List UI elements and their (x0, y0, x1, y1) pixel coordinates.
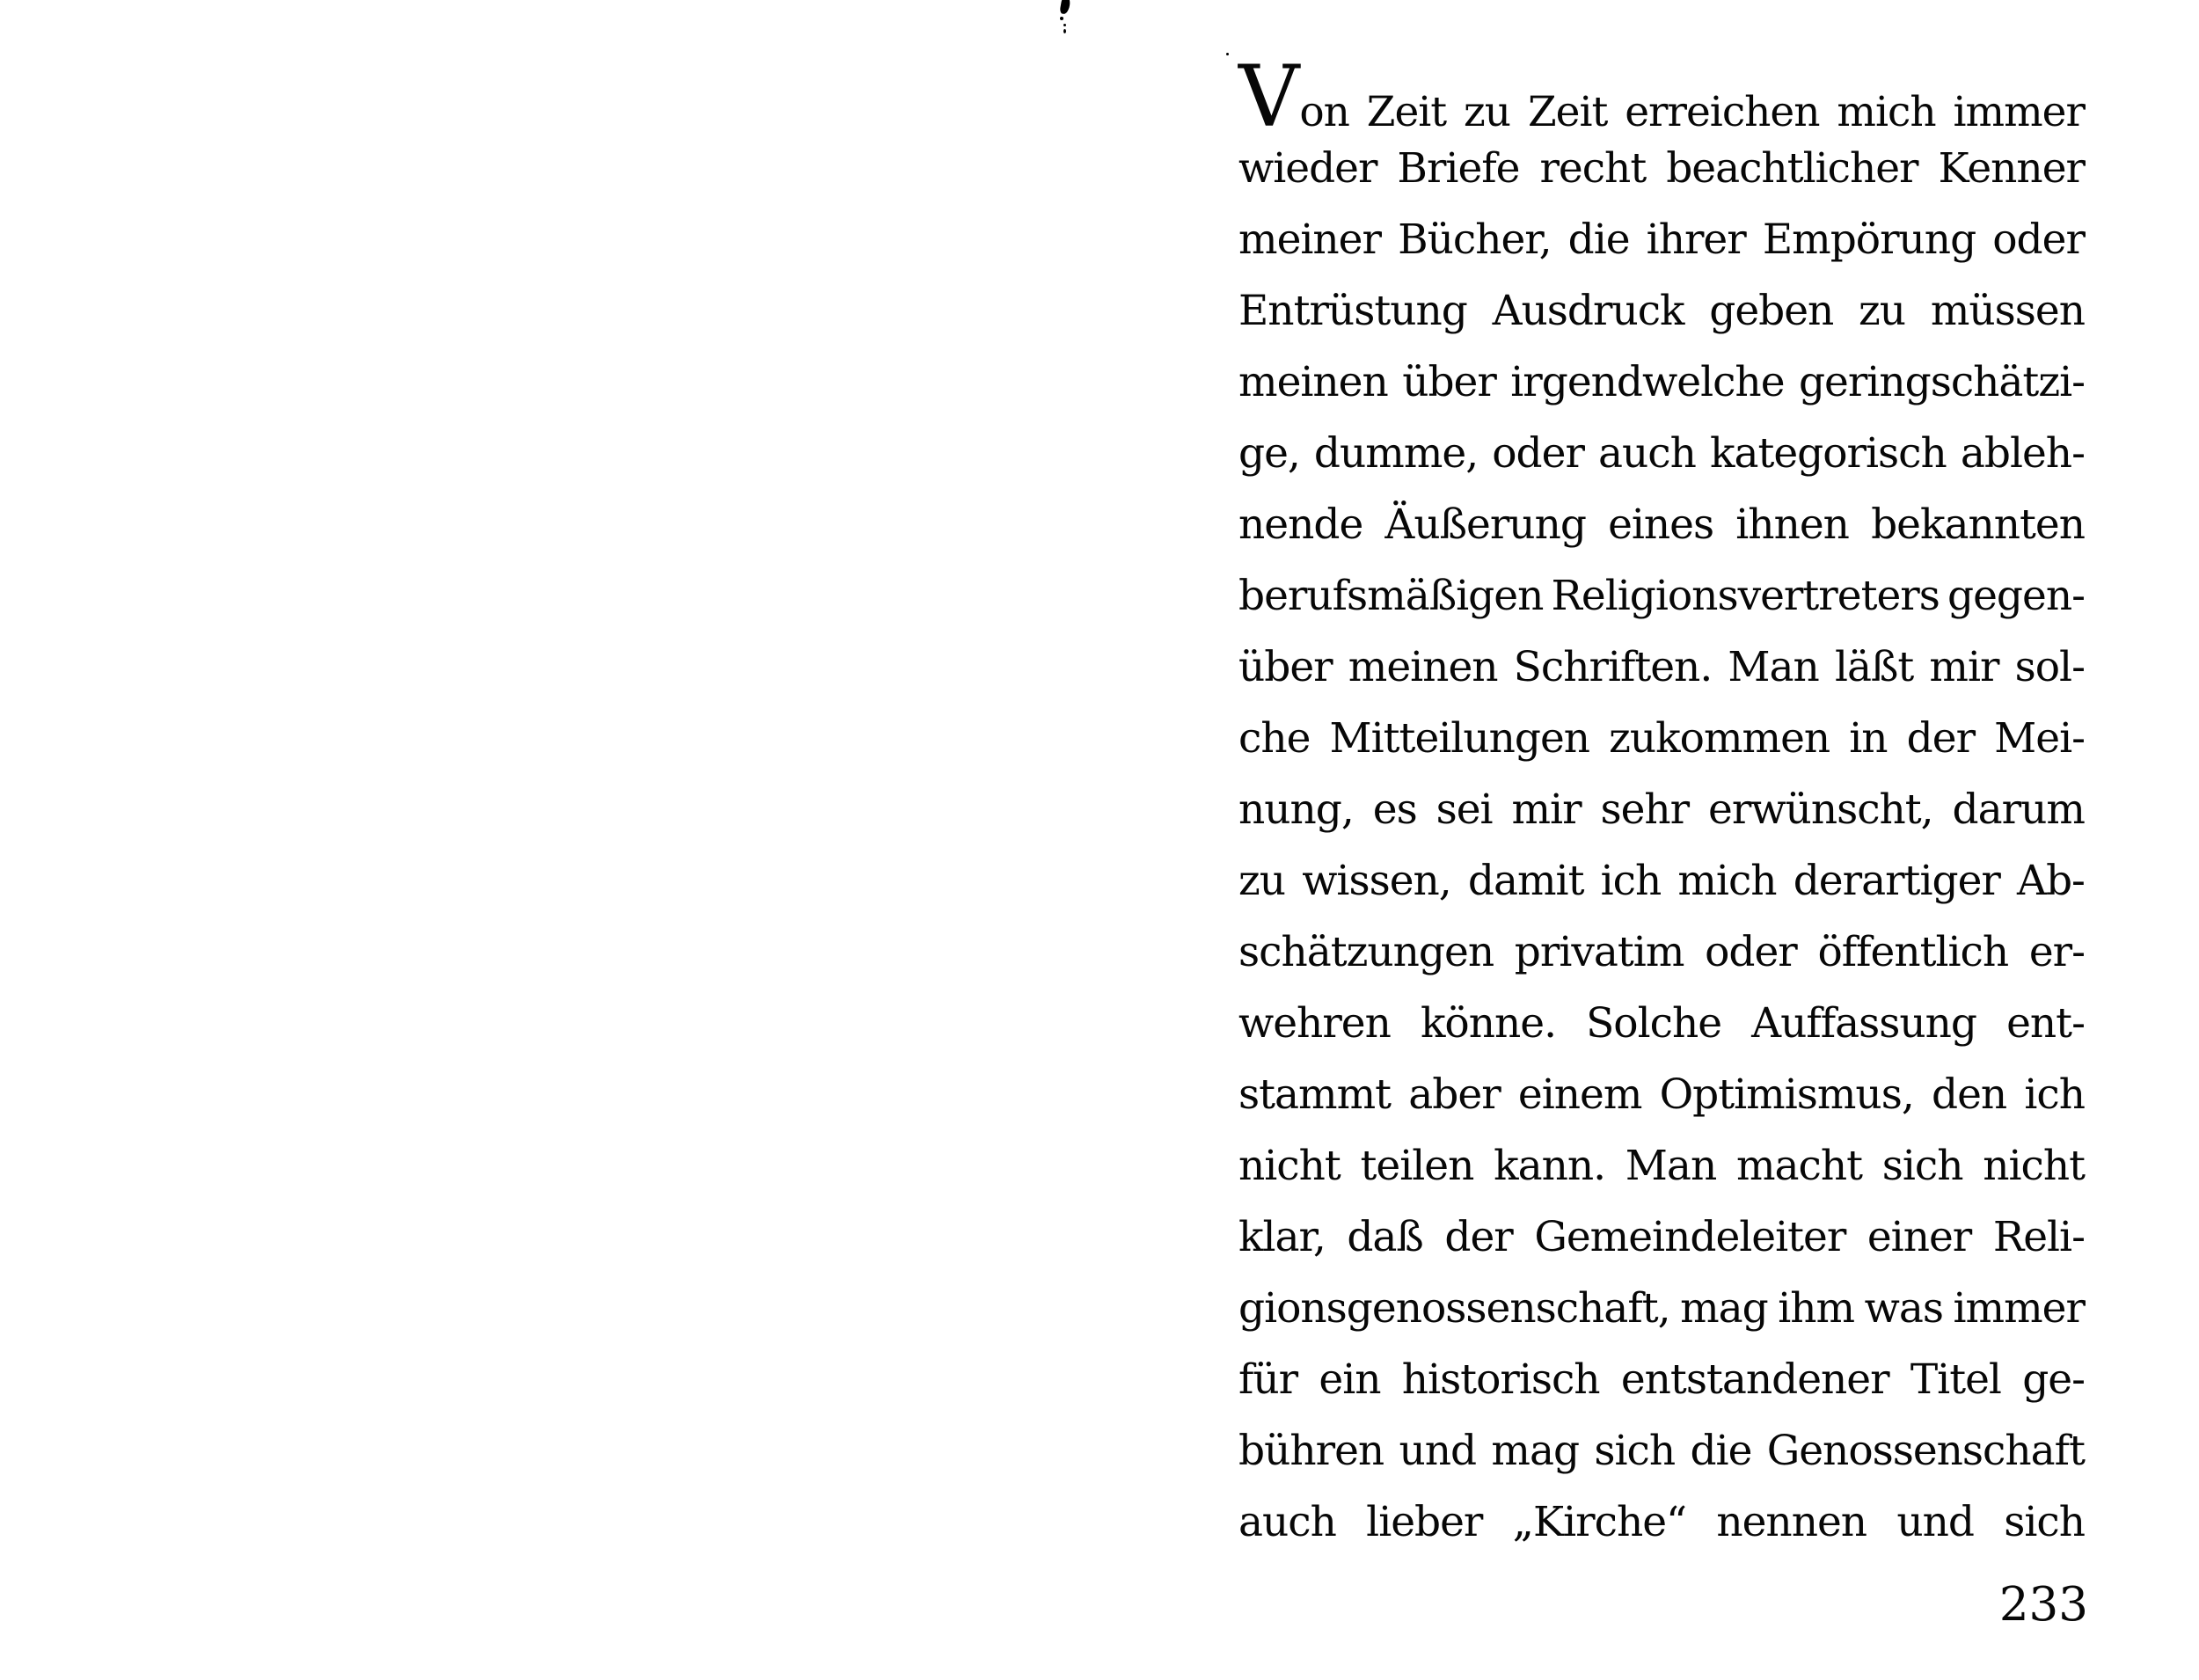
word: Mei- (1994, 714, 2085, 763)
word: Gemeindeleiter (1534, 1213, 1846, 1261)
word: Empörung (1762, 215, 1976, 264)
word: derartiger (1793, 857, 2000, 905)
word: die (1690, 1427, 1752, 1475)
word: bühren (1238, 1427, 1384, 1475)
word: Ausdruck (1492, 287, 1684, 335)
word: sich (1594, 1427, 1676, 1475)
word: Briefe (1397, 144, 1520, 193)
text-line (1238, 1202, 2085, 1273)
word: immer (1953, 1284, 2085, 1333)
text-line (1238, 632, 2085, 703)
word: Ab- (2017, 857, 2085, 905)
word: Titel (1910, 1355, 2001, 1404)
word: ge- (2022, 1355, 2085, 1404)
word: macht (1735, 1142, 1863, 1190)
word: einem (1517, 1070, 1642, 1119)
word: bekannten (1871, 500, 2085, 549)
word: Man (1728, 643, 1819, 691)
word: darum (1952, 785, 2085, 834)
text-line (1238, 275, 2085, 347)
text-line (1238, 204, 2085, 275)
text-line (1238, 47, 2085, 146)
ink-speck (1063, 29, 1066, 33)
word: er- (2028, 928, 2085, 976)
ink-speck (1059, 0, 1070, 15)
word: geben (1709, 287, 1834, 335)
word: Zeit (1366, 88, 1447, 136)
word: auch (1598, 429, 1696, 478)
word: in (1849, 714, 1888, 763)
word: könne. (1420, 999, 1557, 1048)
word: kann. (1494, 1142, 1606, 1190)
word: zukommen (1609, 714, 1830, 763)
word: wieder (1238, 144, 1377, 193)
word: für (1238, 1355, 1298, 1404)
word: oder (1992, 215, 2085, 264)
word: nennen (1716, 1498, 1867, 1546)
word: ihnen (1735, 500, 1849, 549)
word: gionsgenossenschaft, (1238, 1284, 1670, 1333)
text-line (1238, 845, 2085, 917)
word: sich (2004, 1498, 2085, 1546)
word: Genossenschaft (1766, 1427, 2085, 1475)
text-line (1238, 988, 2085, 1059)
word: Optimismus, (1659, 1070, 1914, 1119)
word: ihm (1778, 1284, 1855, 1333)
word: sei (1436, 785, 1493, 834)
word: sich (1881, 1142, 1963, 1190)
word: Mitteilungen (1329, 714, 1590, 763)
ink-speck (1226, 53, 1229, 55)
text-line (1238, 1344, 2085, 1415)
text-line (1238, 347, 2085, 418)
word: nende (1238, 500, 1363, 549)
text-line (1238, 418, 2085, 489)
word: Solche (1586, 999, 1722, 1048)
word: che (1238, 714, 1311, 763)
word: nung, (1238, 785, 1354, 834)
word: ein (1319, 1355, 1381, 1404)
word: die (1567, 215, 1630, 264)
word: Reli- (1992, 1213, 2085, 1261)
text-line (1238, 917, 2085, 988)
word: ich (2024, 1070, 2085, 1119)
word: mich (1677, 857, 1777, 905)
text-line (1238, 703, 2085, 774)
page-number: 233 (1998, 1578, 2088, 1632)
word: mir (1929, 643, 1999, 691)
word: Kenner (1938, 144, 2085, 193)
word: ableh- (1960, 429, 2085, 478)
word: damit (1467, 857, 1584, 905)
word: mir (1511, 785, 1582, 834)
word: dumme, (1313, 429, 1479, 478)
word: daß (1347, 1213, 1423, 1261)
word: sehr (1600, 785, 1690, 834)
word: aber (1408, 1070, 1501, 1119)
word: über (1402, 358, 1496, 406)
word: den (1931, 1070, 2007, 1119)
word: geringschätzi- (1798, 358, 2085, 406)
word: Religionsvertreters (1551, 572, 1940, 620)
word: mag (1491, 1427, 1580, 1475)
word: zu (1238, 857, 1286, 905)
word: sol- (2014, 643, 2085, 691)
text-column (1238, 47, 2085, 1558)
text-line (1238, 1130, 2085, 1202)
word: schätzungen (1238, 928, 1494, 976)
word: einer (1867, 1213, 1972, 1261)
word: kategorisch (1709, 429, 1947, 478)
word: teilen (1360, 1142, 1474, 1190)
word: ich (1600, 857, 1662, 905)
word: recht (1539, 144, 1647, 193)
text-line (1238, 1415, 2085, 1486)
word: ihrer (1646, 215, 1746, 264)
ink-speck (1063, 24, 1066, 26)
word: zu (1859, 287, 1906, 335)
word: müssen (1930, 287, 2085, 335)
word: ge, (1238, 429, 1300, 478)
word: Auffassung (1751, 999, 1977, 1048)
word: wehren (1238, 999, 1391, 1048)
word: auch (1238, 1498, 1336, 1546)
word: zu (1464, 88, 1511, 136)
word: meinen (1238, 358, 1388, 406)
word: Schriften. (1513, 643, 1713, 691)
word: oder (1492, 429, 1584, 478)
word: historisch (1401, 1355, 1600, 1404)
first-word-with-initial: Von (1238, 47, 1349, 146)
word: was (1864, 1284, 1943, 1333)
word: Bücher, (1398, 215, 1552, 264)
word: eines (1608, 500, 1714, 549)
word: klar, (1238, 1213, 1326, 1261)
word: der (1906, 714, 1976, 763)
text-line (1238, 560, 2085, 632)
word: und (1896, 1498, 1974, 1546)
word: oder (1705, 928, 1797, 976)
drop-cap-initial: V (1238, 47, 1300, 146)
word: mich (1837, 88, 1936, 136)
word: berufsmäßigen (1238, 572, 1544, 620)
word: lieber (1366, 1498, 1483, 1546)
word: Äußerung (1384, 500, 1586, 549)
word: öffentlich (1817, 928, 2009, 976)
text-line (1238, 1273, 2085, 1344)
word: immer (1953, 88, 2085, 136)
ink-speck (1060, 17, 1063, 20)
text-line (1238, 774, 2085, 845)
text-line (1238, 1059, 2085, 1130)
word: über (1238, 643, 1333, 691)
word: es (1372, 785, 1417, 834)
word: und (1399, 1427, 1477, 1475)
word: meiner (1238, 215, 1381, 264)
word: mag (1680, 1284, 1768, 1333)
word: erwünscht, (1708, 785, 1933, 834)
word: Entrüstung (1238, 287, 1467, 335)
word: meinen (1348, 643, 1498, 691)
word: privatim (1514, 928, 1684, 976)
word: beachtlicher (1666, 144, 1918, 193)
word: Zeit (1527, 88, 1608, 136)
word: wissen, (1302, 857, 1451, 905)
word: läßt (1834, 643, 1914, 691)
word: „Kirche“ (1512, 1498, 1687, 1546)
word: nicht (1238, 1142, 1341, 1190)
text-line (1238, 1486, 2085, 1558)
word: ent- (2006, 999, 2085, 1048)
word: gegen- (1947, 572, 2085, 620)
word: der (1444, 1213, 1513, 1261)
word: erreichen (1625, 88, 1820, 136)
word: nicht (1983, 1142, 2085, 1190)
word: entstandener (1620, 1355, 1889, 1404)
word: Man (1625, 1142, 1717, 1190)
word: stammt (1238, 1070, 1392, 1119)
text-line (1238, 489, 2085, 560)
word: irgendwelche (1510, 358, 1785, 406)
